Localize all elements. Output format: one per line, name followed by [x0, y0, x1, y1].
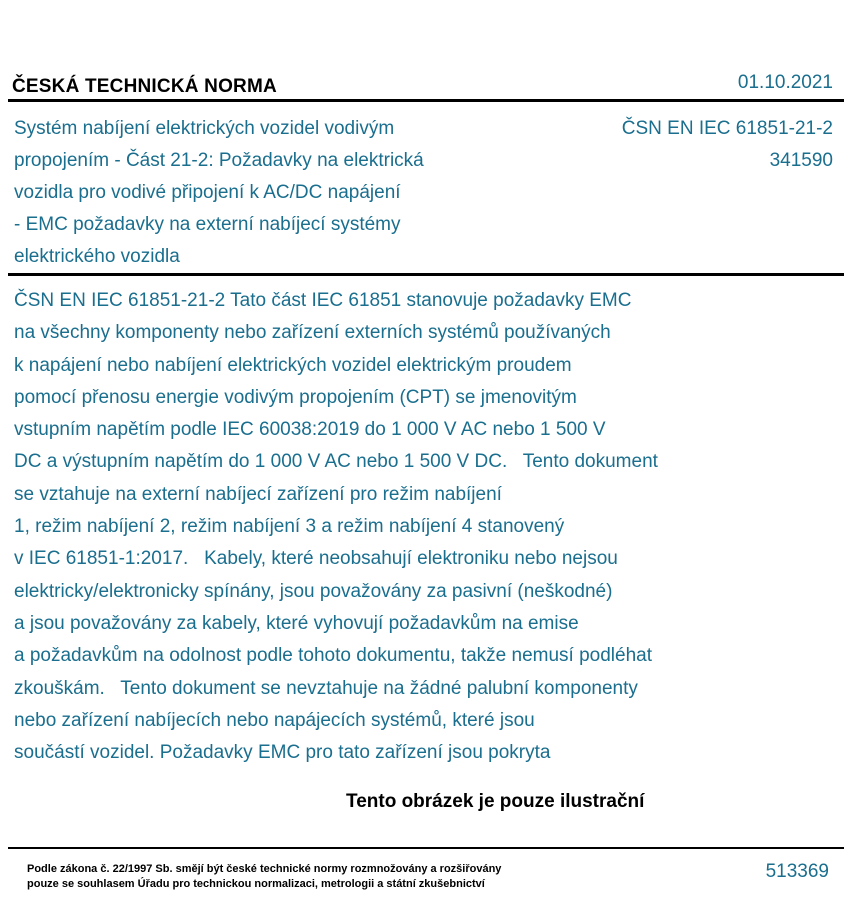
- document-title-line: elektrického vozidla: [14, 246, 180, 267]
- legal-notice-line: pouze se souhlasem Úřadu pro technickou normalizaci, metrologii a státní zkušebnictví: [27, 878, 485, 890]
- document-title-line: - EMC požadavky na externí nabíjecí systémy: [14, 214, 401, 235]
- legal-notice: [27, 862, 501, 892]
- abstract-line: nebo zařízení nabíjecích nebo napájecích systémů, které jsou: [14, 709, 535, 731]
- standard-type-heading: ČESKÁ TECHNICKÁ NORMA: [12, 76, 277, 97]
- abstract-line: DC a výstupním napětím do 1 000 V AC nebo 1 500 V DC. Tento dokument: [14, 451, 658, 473]
- abstract-line: a jsou považovány za kabely, které vyhovují požadavkům na emise: [14, 612, 579, 634]
- abstract-text: [14, 285, 754, 769]
- document-identifiers: [622, 113, 833, 177]
- abstract-line: k napájení nebo nabíjení elektrických vozidel elektrickým proudem: [14, 354, 572, 376]
- catalog-number: 341590: [769, 150, 833, 171]
- document-number: 513369: [765, 861, 829, 882]
- standard-number: ČSN EN IEC 61851-21-2: [621, 118, 833, 139]
- document-title: [14, 113, 494, 273]
- abstract-line: pomocí přenosu energie vodivým propojením (CPT) se jmenovitým: [14, 386, 577, 408]
- title-divider: [8, 273, 844, 276]
- footer-divider: [8, 847, 844, 849]
- illustration-note: Tento obrázek je pouze ilustrační: [346, 791, 645, 812]
- document-title-line: propojením - Část 21-2: Požadavky na elektrická: [14, 150, 424, 171]
- abstract-line: a požadavkům na odolnost podle tohoto dokumentu, takže nemusí podléhat: [14, 645, 652, 667]
- abstract-line: vstupním napětím podle IEC 60038:2019 do 1 000 V AC nebo 1 500 V: [14, 419, 606, 441]
- abstract-line: elektricky/elektronicky spínány, jsou považovány za pasivní (neškodné): [14, 580, 613, 602]
- abstract-line: zkouškám. Tento dokument se nevztahuje na žádné palubní komponenty: [14, 677, 638, 699]
- document-title-line: Systém nabíjení elektrických vozidel vodivým: [14, 118, 395, 139]
- abstract-line: 1, režim nabíjení 2, režim nabíjení 3 a režim nabíjení 4 stanovený: [14, 516, 565, 538]
- abstract-line: na všechny komponenty nebo zařízení externích systémů používaných: [14, 322, 611, 344]
- abstract-line: ČSN EN IEC 61851-21-2 Tato část IEC 61851 stanovuje požadavky EMC: [14, 290, 632, 311]
- legal-notice-line: Podle zákona č. 22/1997 Sb. smějí být české technické normy rozmnožovány a rozšiřovány: [27, 863, 502, 875]
- publication-date: 01.10.2021: [737, 72, 833, 93]
- header-divider: [8, 99, 844, 102]
- abstract-line: součástí vozidel. Požadavky EMC pro tato zařízení jsou pokryta: [14, 742, 551, 764]
- abstract-line: se vztahuje na externí nabíjecí zařízení pro režim nabíjení: [14, 483, 502, 505]
- abstract-line: v IEC 61851-1:2017. Kabely, které neobsahují elektroniku nebo nejsou: [14, 548, 618, 570]
- document-title-line: vozidla pro vodivé připojení k AC/DC napájení: [14, 182, 401, 203]
